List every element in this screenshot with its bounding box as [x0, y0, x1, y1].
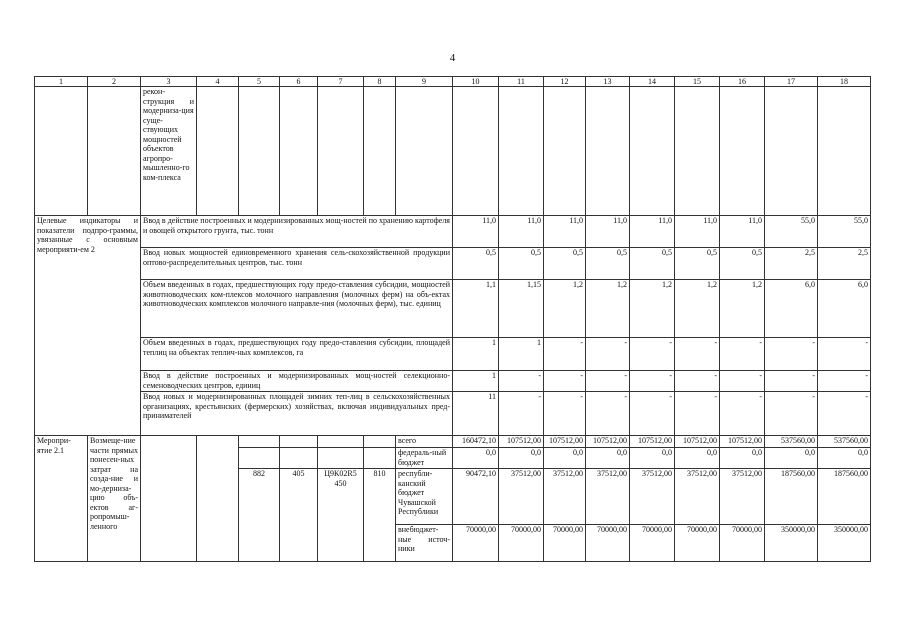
- indicator-value: 1: [499, 338, 544, 371]
- funding-value: 187560,00: [818, 469, 871, 525]
- funding-value: 107512,00: [499, 436, 544, 448]
- funding-value: 37512,00: [499, 469, 544, 525]
- funding-value: 0,0: [818, 448, 871, 469]
- funding-source: всего: [396, 436, 453, 448]
- indicator-value: 11,0: [720, 216, 765, 248]
- indicator-value: 1,2: [675, 280, 720, 338]
- indicator-value: 11,0: [630, 216, 675, 248]
- funding-value: 37512,00: [586, 469, 630, 525]
- funding-row: [35, 436, 871, 448]
- column-number: 15: [675, 77, 720, 87]
- funding-value: 537560,00: [818, 436, 871, 448]
- column-number: 10: [453, 77, 499, 87]
- indicator-value: 0,5: [499, 248, 544, 280]
- indicators-label: Целевые индикаторы и показатели подпро-граммы, увязанные с основным мероприяти-ем 2: [35, 216, 141, 436]
- reconstruction-text: рекон-струкция и модерниза-ция суще-ствующих мощностей объектов агропро-мышленно-го ком-плекса: [141, 87, 197, 216]
- indicator-value: -: [818, 392, 871, 436]
- indicator-value: 11,0: [499, 216, 544, 248]
- indicator-value: -: [544, 338, 586, 371]
- funding-value: 107512,00: [675, 436, 720, 448]
- funding-value: 70000,00: [499, 525, 544, 562]
- column-number: 5: [239, 77, 280, 87]
- indicator-value: -: [586, 392, 630, 436]
- indicator-text: Ввод в действие построенных и модернизированных мощ-ностей селекционно-семеноводческих центров, единиц: [141, 371, 453, 392]
- funding-value: 70000,00: [453, 525, 499, 562]
- indicator-row: [35, 216, 871, 248]
- funding-value: 0,0: [586, 448, 630, 469]
- funding-value: 37512,00: [544, 469, 586, 525]
- indicator-value: 1,15: [499, 280, 544, 338]
- indicator-value: -: [818, 338, 871, 371]
- indicator-value: 2,5: [765, 248, 818, 280]
- funding-source: внебюджет-ные источ-ники: [396, 525, 453, 562]
- indicator-value: 6,0: [765, 280, 818, 338]
- indicator-value: 1,2: [544, 280, 586, 338]
- indicator-text: Ввод новых и модернизированных площадей зимних теп-лиц в сельскохозяйственных организациях, крестьянских (фермерских) хозяйствах, включая индивидуальных пред-принимателей: [141, 392, 453, 436]
- empty-cell: [364, 448, 396, 469]
- indicator-value: 0,5: [586, 248, 630, 280]
- indicator-value: -: [818, 371, 871, 392]
- indicator-value: 0,5: [630, 248, 675, 280]
- column-number: 17: [765, 77, 818, 87]
- indicator-value: -: [499, 392, 544, 436]
- funding-value: 0,0: [765, 448, 818, 469]
- funding-value: 187560,00: [765, 469, 818, 525]
- funding-value: 70000,00: [544, 525, 586, 562]
- funding-value: 107512,00: [630, 436, 675, 448]
- empty-cell: [318, 436, 364, 448]
- funding-source: федераль-ный бюджет: [396, 448, 453, 469]
- measure-name: Меропри-ятие 2.1: [35, 436, 88, 562]
- funding-value: 37512,00: [675, 469, 720, 525]
- indicator-value: -: [720, 392, 765, 436]
- indicator-value: 6,0: [818, 280, 871, 338]
- indicator-value: 11,0: [675, 216, 720, 248]
- indicator-row: [35, 338, 871, 371]
- funding-value: 107512,00: [720, 436, 765, 448]
- indicator-value: -: [630, 338, 675, 371]
- funding-source: республи-канский бюджет Чувашской Республики: [396, 469, 453, 525]
- funding-value: 37512,00: [720, 469, 765, 525]
- empty-cell: [280, 448, 318, 469]
- column-number: 13: [586, 77, 630, 87]
- indicator-value: 11,0: [544, 216, 586, 248]
- funding-value: 37512,00: [630, 469, 675, 525]
- measure-description: Возмеще-ние части прямых понесен-ных затрат на созда-ние и мо-дерниза-цию объ-ектов аг-ропромыш-ленного: [88, 436, 141, 562]
- indicator-value: 1,1: [453, 280, 499, 338]
- column-number: 18: [818, 77, 871, 87]
- column-number: 2: [88, 77, 141, 87]
- funding-value: 537560,00: [765, 436, 818, 448]
- expense-type-code: 810: [364, 469, 396, 562]
- indicator-value: -: [586, 371, 630, 392]
- funding-value: 107512,00: [544, 436, 586, 448]
- column-number: 14: [630, 77, 675, 87]
- indicator-value: -: [720, 338, 765, 371]
- funding-value: 160472,10: [453, 436, 499, 448]
- indicator-value: -: [499, 371, 544, 392]
- funding-value: 70000,00: [675, 525, 720, 562]
- funding-value: 70000,00: [630, 525, 675, 562]
- indicator-value: 11: [453, 392, 499, 436]
- indicator-text: Объем введенных в годах, предшествующих году предо-ставления субсидии, площадей теплиц на объектах теплич-ных комплексов, га: [141, 338, 453, 371]
- funding-value: 0,0: [720, 448, 765, 469]
- empty-cell: [141, 436, 197, 562]
- indicator-value: 0,5: [453, 248, 499, 280]
- indicator-value: -: [675, 392, 720, 436]
- target-article-code: Ц9К02R5 450: [318, 469, 364, 562]
- funding-value: 350000,00: [765, 525, 818, 562]
- column-number: 4: [197, 77, 239, 87]
- indicator-row: [35, 280, 871, 338]
- indicator-value: -: [630, 392, 675, 436]
- column-number: 9: [396, 77, 453, 87]
- funding-value: 107512,00: [586, 436, 630, 448]
- empty-cell: [239, 448, 280, 469]
- indicator-text: Объем введенных в годах, предшествующих году предо-ставления субсидии, мощностей животноводческих ком-плексов молочного направления (молочных ферм) на объ-ектах животноводческих комплексов молочного направле-ния (молочных ферм), тыс. единиц: [141, 280, 453, 338]
- indicator-value: 1: [453, 371, 499, 392]
- indicator-row: [35, 371, 871, 392]
- indicator-value: 55,0: [765, 216, 818, 248]
- indicator-value: 1,2: [630, 280, 675, 338]
- indicator-value: -: [720, 371, 765, 392]
- indicator-value: 1: [453, 338, 499, 371]
- indicator-value: 2,5: [818, 248, 871, 280]
- indicator-row: [35, 392, 871, 436]
- page-number: 4: [449, 52, 456, 64]
- funding-value: 350000,00: [818, 525, 871, 562]
- indicator-text: Ввод в действие построенных и модернизированных мощ-ностей по хранению картофеля и овощей открытого грунта, тыс. тонн: [141, 216, 453, 248]
- column-number: 3: [141, 77, 197, 87]
- empty-cell: [318, 448, 364, 469]
- empty-cell: [197, 436, 239, 562]
- column-number: 8: [364, 77, 396, 87]
- funding-value: 70000,00: [586, 525, 630, 562]
- column-number-row: [35, 77, 871, 87]
- indicator-value: 1,2: [720, 280, 765, 338]
- indicator-value: 0,5: [544, 248, 586, 280]
- column-number: 7: [318, 77, 364, 87]
- indicator-value: 55,0: [818, 216, 871, 248]
- indicator-value: -: [765, 371, 818, 392]
- indicator-value: -: [765, 392, 818, 436]
- indicator-value: 0,5: [720, 248, 765, 280]
- column-number: 1: [35, 77, 88, 87]
- indicator-value: -: [630, 371, 675, 392]
- column-number: 11: [499, 77, 544, 87]
- grbs-code: 882: [239, 469, 280, 562]
- funding-value: 0,0: [544, 448, 586, 469]
- column-number: 12: [544, 77, 586, 87]
- funding-value: 70000,00: [720, 525, 765, 562]
- section-code: 405: [280, 469, 318, 562]
- indicator-row: [35, 248, 871, 280]
- column-number: 6: [280, 77, 318, 87]
- indicator-value: -: [765, 338, 818, 371]
- funding-value: 0,0: [499, 448, 544, 469]
- funding-value: 0,0: [453, 448, 499, 469]
- funding-value: 90472,10: [453, 469, 499, 525]
- funding-value: 0,0: [630, 448, 675, 469]
- indicator-text: Ввод новых мощностей единовременного хранения сель-скохозяйственной продукции оптово-распределительных центров, тыс. тонн: [141, 248, 453, 280]
- empty-cell: [239, 436, 280, 448]
- indicator-value: 1,2: [586, 280, 630, 338]
- empty-cell: [364, 436, 396, 448]
- column-number: 16: [720, 77, 765, 87]
- indicator-value: -: [586, 338, 630, 371]
- indicator-value: -: [675, 371, 720, 392]
- program-table: [34, 76, 871, 562]
- indicator-value: 11,0: [586, 216, 630, 248]
- indicator-value: -: [544, 371, 586, 392]
- indicator-value: 11,0: [453, 216, 499, 248]
- funding-value: 0,0: [675, 448, 720, 469]
- indicator-value: 0,5: [675, 248, 720, 280]
- empty-cell: [280, 436, 318, 448]
- indicator-value: -: [544, 392, 586, 436]
- reconstruction-row: [35, 87, 871, 216]
- indicator-value: -: [675, 338, 720, 371]
